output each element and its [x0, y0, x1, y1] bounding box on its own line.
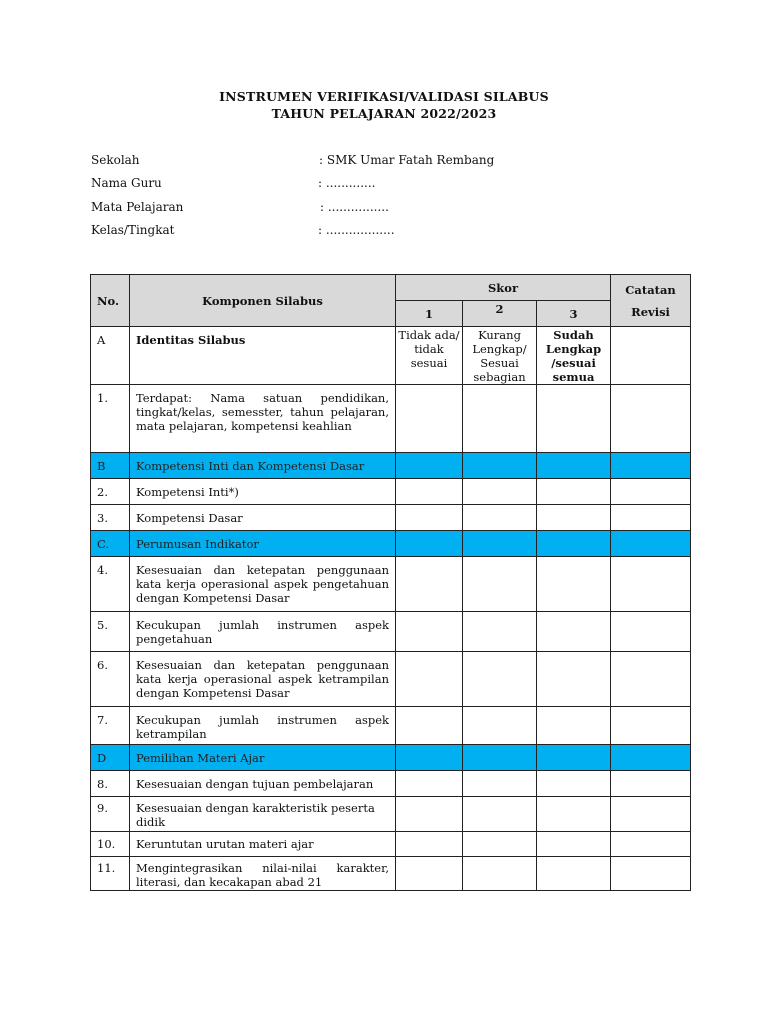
score-cell[interactable] — [537, 707, 611, 745]
score-cell[interactable] — [463, 771, 537, 797]
table-row — [91, 505, 691, 531]
table-row — [91, 797, 691, 832]
notes-cell[interactable] — [611, 385, 691, 453]
row-text: Kecukupan jumlah instrumen aspek pengetahuan — [130, 612, 396, 652]
info-label: Kelas/Tingkat — [91, 223, 175, 237]
score-desc-3: Sudah Lengkap /sesuai semua — [537, 327, 611, 385]
score-cell[interactable] — [463, 707, 537, 745]
notes-cell[interactable] — [611, 771, 691, 797]
section-row — [91, 453, 691, 479]
notes-cell[interactable] — [611, 612, 691, 652]
score-cell[interactable] — [537, 832, 611, 857]
row-number: 11. — [91, 857, 130, 891]
row-number: 9. — [91, 797, 130, 832]
score-cell[interactable] — [396, 652, 463, 707]
score-cell[interactable] — [396, 612, 463, 652]
row-text: Keruntutan urutan materi ajar — [130, 832, 396, 857]
notes-cell[interactable] — [611, 707, 691, 745]
header-score-1: 1 — [396, 301, 463, 327]
row-text: Terdapat: Nama satuan pendidikan, tingkat/kelas, semesster, tahun pelajaran, mata pelajaran, kompetensi keahlian — [130, 385, 396, 453]
section-label: Pemilihan Materi Ajar — [130, 745, 396, 771]
score-cell[interactable] — [396, 479, 463, 505]
score-cell[interactable] — [463, 797, 537, 832]
info-label: Sekolah — [91, 153, 140, 167]
table-row — [91, 771, 691, 797]
verification-table — [90, 274, 691, 891]
section-row — [91, 745, 691, 771]
section-label: Perumusan Indikator — [130, 531, 396, 557]
score-cell[interactable] — [463, 612, 537, 652]
score-cell[interactable] — [463, 385, 537, 453]
table-row — [91, 652, 691, 707]
header-komponen: Komponen Silabus — [130, 275, 396, 327]
section-label: Kompetensi Inti dan Kompetensi Dasar — [130, 453, 396, 479]
score-desc-2: Kurang Lengkap/ Sesuai sebagian — [463, 327, 537, 385]
table-row — [91, 612, 691, 652]
info-label: Nama Guru — [91, 176, 162, 190]
notes-cell[interactable] — [611, 832, 691, 857]
score-cell[interactable] — [396, 797, 463, 832]
score-cell[interactable] — [463, 857, 537, 891]
notes-cell[interactable] — [611, 652, 691, 707]
score-cell[interactable] — [463, 479, 537, 505]
score-cell[interactable] — [463, 557, 537, 612]
score-cell[interactable] — [396, 857, 463, 891]
info-value: : .................. — [318, 223, 395, 237]
section-label: Identitas Silabus — [130, 327, 396, 385]
header-no: No. — [91, 275, 130, 327]
score-cell[interactable] — [537, 557, 611, 612]
score-cell[interactable] — [537, 385, 611, 453]
info-value: : ............. — [318, 176, 376, 190]
row-number: 5. — [91, 612, 130, 652]
notes-cell[interactable] — [611, 479, 691, 505]
row-text: Kesesuaian dan ketepatan penggunaan kata kerja operasional aspek pengetahuan dengan Kompetensi Dasar — [130, 557, 396, 612]
table-header-row — [91, 275, 691, 301]
score-cell[interactable] — [537, 479, 611, 505]
row-text: Kompetensi Dasar — [130, 505, 396, 531]
row-number: 7. — [91, 707, 130, 745]
table-row — [91, 707, 691, 745]
header-score-2: 2 — [463, 301, 537, 327]
table-row — [91, 832, 691, 857]
table-row — [91, 857, 691, 891]
score-cell[interactable] — [537, 505, 611, 531]
section-row — [91, 531, 691, 557]
header-skor: Skor — [396, 275, 611, 301]
score-desc-1: Tidak ada/ tidak sesuai — [396, 327, 463, 385]
row-text: Kesesuaian dan ketepatan penggunaan kata kerja operasional aspek ketrampilan dengan Kompetensi Dasar — [130, 652, 396, 707]
score-cell[interactable] — [537, 771, 611, 797]
notes-cell[interactable] — [611, 557, 691, 612]
info-value: : SMK Umar Fatah Rembang — [319, 153, 495, 167]
score-cell[interactable] — [396, 771, 463, 797]
table-row — [91, 479, 691, 505]
header-catatan: Catatan — [625, 282, 676, 297]
row-text: Kesesuaian dengan karakteristik peserta didik — [130, 797, 396, 832]
score-cell[interactable] — [463, 505, 537, 531]
notes-cell[interactable] — [611, 797, 691, 832]
row-text: Kesesuaian dengan tujuan pembelajaran — [130, 771, 396, 797]
info-value: : ................ — [320, 200, 389, 214]
row-number: 10. — [91, 832, 130, 857]
row-number: 4. — [91, 557, 130, 612]
score-cell[interactable] — [396, 707, 463, 745]
header-revisi: Revisi — [631, 304, 670, 319]
row-number: 2. — [91, 479, 130, 505]
header-score-3: 3 — [537, 301, 611, 327]
table-row — [91, 327, 691, 385]
section-code: D — [91, 745, 130, 771]
score-cell[interactable] — [396, 557, 463, 612]
section-code: B — [91, 453, 130, 479]
notes-cell[interactable] — [611, 857, 691, 891]
notes-cell[interactable] — [611, 505, 691, 531]
score-cell[interactable] — [537, 652, 611, 707]
score-cell[interactable] — [396, 385, 463, 453]
row-number: 3. — [91, 505, 130, 531]
row-text: Mengintegrasikan nilai-nilai karakter, literasi, dan kecakapan abad 21 — [130, 857, 396, 891]
header-catatan-revisi — [611, 275, 691, 327]
document-title: INSTRUMEN VERIFIKASI/VALIDASI SILABUS — [219, 89, 549, 104]
document-subtitle: TAHUN PELAJARAN 2022/2023 — [271, 106, 497, 121]
section-code: C. — [91, 531, 130, 557]
row-number: 1. — [91, 385, 130, 453]
score-cell[interactable] — [537, 612, 611, 652]
score-cell[interactable] — [396, 832, 463, 857]
score-cell[interactable] — [537, 857, 611, 891]
row-text: Kecukupan jumlah instrumen aspek ketrampilan — [130, 707, 396, 745]
row-number: 6. — [91, 652, 130, 707]
row-number: 8. — [91, 771, 130, 797]
score-cell[interactable] — [396, 505, 463, 531]
info-label: Mata Pelajaran — [91, 200, 184, 214]
section-code: A — [91, 327, 130, 385]
table-row — [91, 557, 691, 612]
empty-cell[interactable] — [611, 327, 691, 385]
score-cell[interactable] — [463, 652, 537, 707]
score-cell[interactable] — [537, 797, 611, 832]
score-cell[interactable] — [463, 832, 537, 857]
table-row — [91, 385, 691, 453]
row-text: Kompetensi Inti*) — [130, 479, 396, 505]
